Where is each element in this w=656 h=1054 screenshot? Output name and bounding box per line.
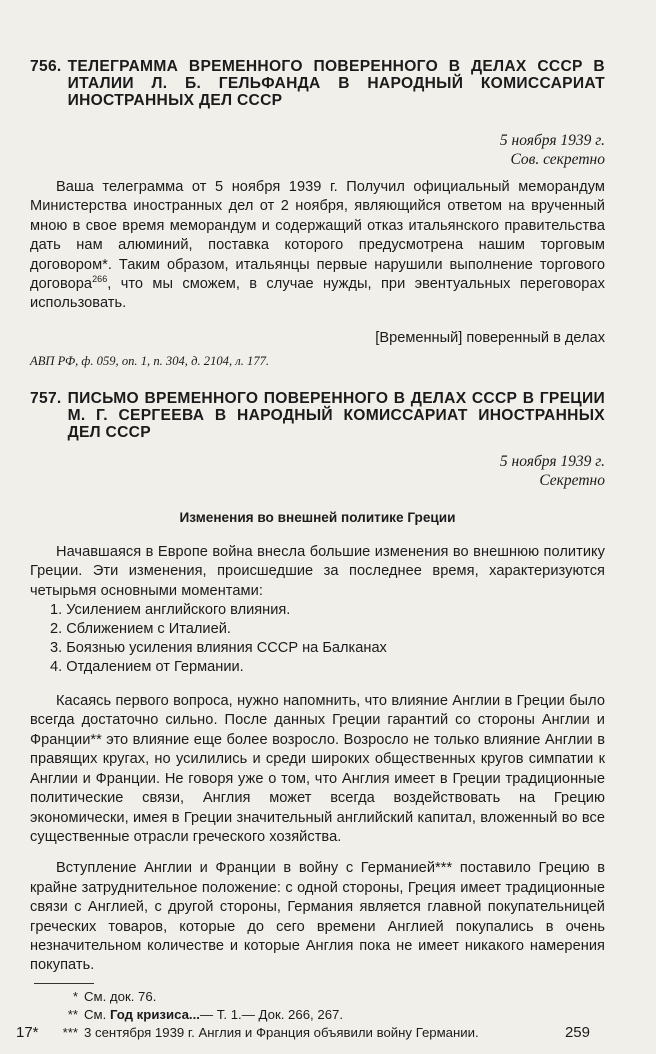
- list-item: 2. Сближением с Италией.: [50, 621, 231, 638]
- footnote-mark: *: [72, 988, 78, 1004]
- doc-757-list: [30, 601, 605, 677]
- list-item: 4. Отдалением от Германии.: [50, 659, 244, 676]
- doc-756-dateline: [30, 131, 605, 169]
- doc-756-note-ref: 266: [92, 274, 108, 285]
- footnote-text: См. док. 76.: [84, 988, 157, 1004]
- signature-mark: 17*: [16, 1024, 39, 1041]
- doc-757-number: 757.: [30, 389, 62, 407]
- doc-757-paragraph-3: Вступление Англии и Франции в войну с Германией*** поставило Грецию в крайне затруднительное положение: с одной стороны, Греция имеет традиционные связи с Англией, с другой стороны, Германия является главной покупательницей греческих товаров, которые до сего времени Англией покупались в очень незначительном количестве и которые Англия пока не имеет никакого намерения покупать.: [30, 860, 605, 974]
- footnote-divider: [34, 983, 94, 984]
- footnote-mark: **: [67, 1006, 78, 1022]
- doc-756-body: [30, 178, 605, 314]
- list-item: 1. Усилением английского влияния.: [50, 602, 291, 619]
- doc-756-body-text-1: Ваша телеграмма от 5 ноября 1939 г. Получил официальный меморандум Министерства иностранных дел от 2 ноября, являющийся ответом на врученный мною в свое время меморандум и содержащий отказ итальянского правительства дать нам алюминий, поставка которого предусмотрена нашим торговым договором*. Таким образом, итальянцы первые нарушили выполнение торгового договора: [30, 179, 605, 293]
- footnote: [30, 1006, 605, 1024]
- doc-756-title: ТЕЛЕГРАММА ВРЕМЕННОГО ПОВЕРЕННОГО В ДЕЛАХ СССР В ИТАЛИИ Л. Б. ГЕЛЬФАНДА В НАРОДНЫЙ КОМИССАРИАТ ИНОСТРАННЫХ ДЕЛ СССР: [67, 58, 605, 109]
- page-number: 259: [564, 1024, 590, 1041]
- footnote-text-post: — Т. 1.— Док. 266, 267.: [199, 1006, 344, 1022]
- doc-757-intro: Начавшаяся в Европе война внесла большие изменения во внешнюю политику Греции. Эти изменения, происшедшие за последнее время, характеризуются четырьмя основными моментами:: [30, 543, 605, 599]
- doc-756-date: 5 ноября 1939 г.: [499, 132, 605, 149]
- footnote-text-pre: См.: [84, 1006, 107, 1022]
- doc-757-date: 5 ноября 1939 г.: [499, 452, 605, 470]
- doc-757-paragraph-2: Касаясь первого вопроса, нужно напомнить, что влияние Англии в Греции было всегда достаточно сильно. После данных Греции гарантий со стороны Англии и Франции** это влияние еще более возросло. Возросло не только влияние Англии в правящих кругах, но усилились и среди широких общественных кругов симпатии к Англии и Франции. Не говоря уже о том, что Англия имеет в Греции традиционные политические связи, Англия может всегда воздействовать на Грецию экономически, имея в Греции значительный английский капитал, вложенный во все существенные отрасли греческого хозяйства.: [30, 693, 605, 845]
- footnote: [30, 988, 605, 1006]
- doc-757-heading: [30, 390, 605, 441]
- doc-756-source: АВП РФ, ф. 059, оп. 1, п. 304, д. 2104, л. 177.: [30, 353, 270, 368]
- doc-757-dateline: [30, 452, 605, 490]
- doc-757-subtitle: Изменения во внешней политике Греции: [179, 509, 456, 525]
- footnote-book-title: Год кризиса...: [109, 1006, 200, 1022]
- doc-756-heading: [30, 58, 605, 109]
- doc-757-title: ПИСЬМО ВРЕМЕННОГО ПОВЕРЕННОГО В ДЕЛАХ СССР В ГРЕЦИИ М. Г. СЕРГЕЕВА В НАРОДНЫЙ КОМИССАРИАТ ИНОСТРАННЫХ ДЕЛ СССР: [67, 389, 605, 441]
- doc-756-number: 756.: [30, 58, 62, 75]
- footnote-mark: ***: [62, 1024, 78, 1040]
- footnote-text: [84, 1006, 343, 1024]
- page-footer: [16, 1024, 590, 1041]
- list-item: 3. Боязнью усиления влияния СССР на Балканах: [50, 640, 387, 657]
- footnote-text: 3 сентября 1939 г. Англия и Франция объявили войну Германии.: [84, 1024, 479, 1040]
- page-content: [30, 58, 605, 1042]
- doc-757-classification: Секретно: [539, 471, 605, 489]
- doc-756-classification: Сов. секретно: [510, 151, 605, 168]
- doc-756-signature: [Временный] поверенный в делах: [375, 329, 605, 346]
- doc-756-body-text-2: , что мы сможем, в случае нужды, при эвентуальных переговорах использовать.: [30, 276, 605, 312]
